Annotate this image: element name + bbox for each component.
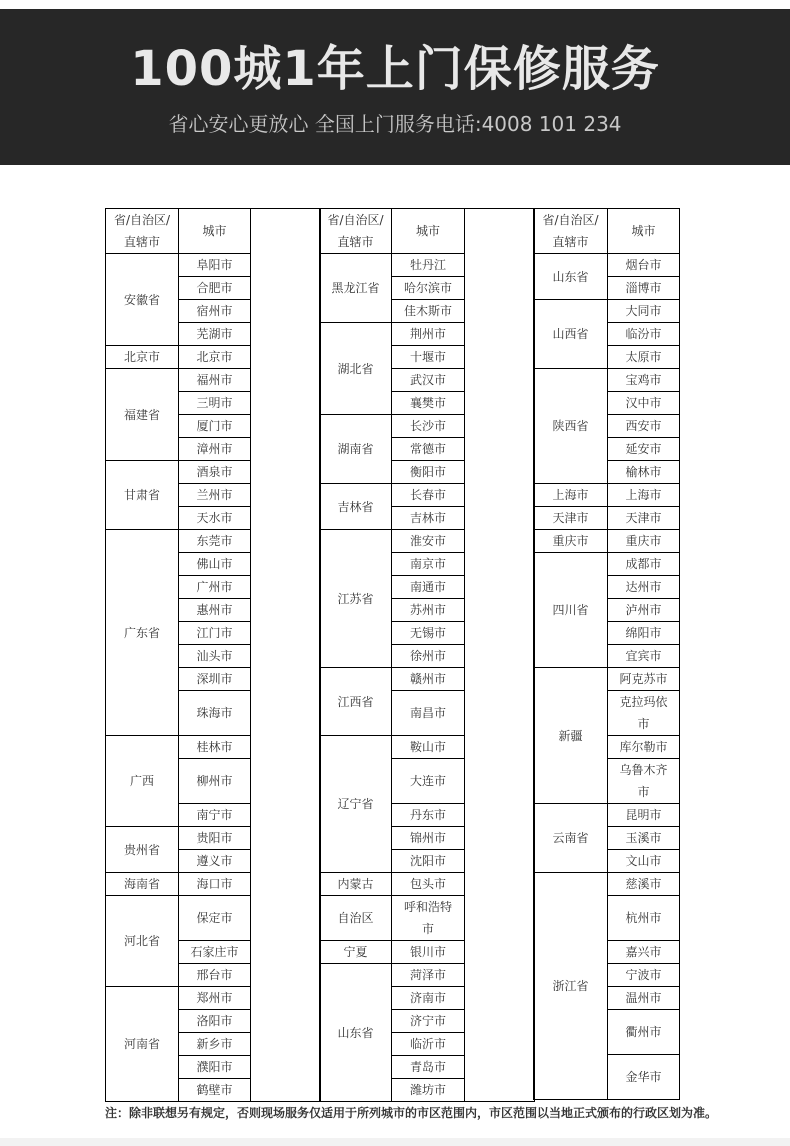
province-cell: 湖北省	[320, 323, 392, 415]
header-city: 城市	[608, 209, 680, 254]
city-cell: 长春市	[392, 484, 465, 507]
province-cell: 山东省	[320, 964, 392, 1102]
province-cell: 北京市	[106, 346, 179, 369]
city-cell: 南京市	[392, 553, 465, 576]
city-table-column-2	[319, 208, 535, 1102]
city-cell: 丹东市	[392, 804, 465, 827]
province-cell: 自治区	[320, 896, 392, 941]
city-cell: 南宁市	[179, 804, 251, 827]
province-cell: 江西省	[320, 668, 392, 736]
city-cell: 济南市	[392, 987, 465, 1010]
province-cell: 浙江省	[534, 873, 608, 1100]
province-cell: 上海市	[534, 484, 608, 507]
province-cell: 云南省	[534, 804, 608, 873]
province-cell: 黑龙江省	[320, 254, 392, 323]
city-cell: 银川市	[392, 941, 465, 964]
city-cell: 金华市	[608, 1055, 680, 1100]
table-row	[534, 300, 680, 323]
city-cell: 徐州市	[392, 645, 465, 668]
city-cell: 玉溪市	[608, 827, 680, 850]
city-cell: 济宁市	[392, 1010, 465, 1033]
city-table-column-1	[105, 208, 321, 1102]
city-cell: 南通市	[392, 576, 465, 599]
city-cell: 上海市	[608, 484, 680, 507]
header-city: 城市	[392, 209, 465, 254]
city-cell: 昆明市	[608, 804, 680, 827]
city-cell: 广州市	[179, 576, 251, 599]
city-cell: 大同市	[608, 300, 680, 323]
city-cell: 南昌市	[392, 691, 465, 736]
province-cell: 甘肃省	[106, 461, 179, 530]
city-cell: 酒泉市	[179, 461, 251, 484]
city-cell: 文山市	[608, 850, 680, 873]
city-cell: 衢州市	[608, 1010, 680, 1055]
city-cell: 兰州市	[179, 484, 251, 507]
city-cell: 西安市	[608, 415, 680, 438]
city-cell: 长沙市	[392, 415, 465, 438]
city-table-column-3	[533, 208, 680, 1100]
city-cell: 吉林市	[392, 507, 465, 530]
city-cell: 福州市	[179, 369, 251, 392]
city-cell: 成都市	[608, 553, 680, 576]
city-cell: 贵阳市	[179, 827, 251, 850]
city-cell: 重庆市	[608, 530, 680, 553]
city-cell: 太原市	[608, 346, 680, 369]
banner-title: 100城1年上门保修服务	[130, 41, 660, 97]
province-cell: 吉林省	[320, 484, 392, 530]
city-cell: 嘉兴市	[608, 941, 680, 964]
table-header-row	[320, 209, 535, 254]
table-row	[534, 484, 680, 507]
header-city: 城市	[179, 209, 251, 254]
city-cell: 宜宾市	[608, 645, 680, 668]
city-cell: 桂林市	[179, 736, 251, 759]
city-cell: 柳州市	[179, 759, 251, 804]
province-cell: 山东省	[534, 254, 608, 300]
city-cell: 淮安市	[392, 530, 465, 553]
city-cell: 厦门市	[179, 415, 251, 438]
city-cell: 阿克苏市	[608, 668, 680, 691]
city-cell: 鞍山市	[392, 736, 465, 759]
province-cell: 四川省	[534, 553, 608, 668]
table-row	[534, 873, 680, 896]
spacer-column	[465, 209, 535, 1102]
city-cell: 保定市	[179, 896, 251, 941]
city-cell: 牡丹江	[392, 254, 465, 277]
city-cell: 绵阳市	[608, 622, 680, 645]
city-cell: 宝鸡市	[608, 369, 680, 392]
city-cell: 深圳市	[179, 668, 251, 691]
city-cell: 汉中市	[608, 392, 680, 415]
city-cell: 延安市	[608, 438, 680, 461]
banner-subtitle: 省心安心更放心 全国上门服务电话:4008 101 234	[168, 112, 622, 136]
province-cell: 内蒙古	[320, 873, 392, 896]
city-cell: 无锡市	[392, 622, 465, 645]
table-row	[534, 804, 680, 827]
province-cell: 湖南省	[320, 415, 392, 484]
spacer-column	[251, 209, 321, 1102]
city-cell: 赣州市	[392, 668, 465, 691]
city-cell: 海口市	[179, 873, 251, 896]
province-cell: 辽宁省	[320, 736, 392, 873]
header-province: 省/自治区/直辖市	[320, 209, 392, 254]
province-cell: 福建省	[106, 369, 179, 461]
table-row	[534, 369, 680, 392]
city-cell: 濮阳市	[179, 1056, 251, 1079]
city-cell: 汕头市	[179, 645, 251, 668]
table-header-row	[534, 209, 680, 254]
city-cell: 哈尔滨市	[392, 277, 465, 300]
city-cell: 泸州市	[608, 599, 680, 622]
city-cell: 佳木斯市	[392, 300, 465, 323]
city-cell: 榆林市	[608, 461, 680, 484]
city-cell: 杭州市	[608, 896, 680, 941]
city-cell: 乌鲁木齐市	[608, 759, 680, 804]
city-cell: 大连市	[392, 759, 465, 804]
city-cell: 遵义市	[179, 850, 251, 873]
city-cell: 东莞市	[179, 530, 251, 553]
city-cell: 克拉玛依市	[608, 691, 680, 736]
city-cell: 合肥市	[179, 277, 251, 300]
table-row	[534, 553, 680, 576]
city-cell: 荆州市	[392, 323, 465, 346]
table-row	[534, 668, 680, 691]
banner	[0, 9, 790, 165]
city-cell: 青岛市	[392, 1056, 465, 1079]
province-cell: 安徽省	[106, 254, 179, 346]
city-cell: 临汾市	[608, 323, 680, 346]
province-cell: 山西省	[534, 300, 608, 369]
city-cell: 石家庄市	[179, 941, 251, 964]
city-cell: 衡阳市	[392, 461, 465, 484]
city-cell: 呼和浩特市	[392, 896, 465, 941]
province-cell: 江苏省	[320, 530, 392, 668]
province-cell: 宁夏	[320, 941, 392, 964]
province-cell: 重庆市	[534, 530, 608, 553]
city-cell: 北京市	[179, 346, 251, 369]
city-cell: 十堰市	[392, 346, 465, 369]
province-cell: 贵州省	[106, 827, 179, 873]
city-cell: 洛阳市	[179, 1010, 251, 1033]
city-cell: 武汉市	[392, 369, 465, 392]
header-province: 省/自治区/直辖市	[534, 209, 608, 254]
footnote: 注：除非联想另有规定，否则现场服务仅适用于所列城市的市区范围内，市区范围以当地正式颁布的行政区划为准。	[105, 1106, 718, 1120]
city-cell: 温州市	[608, 987, 680, 1010]
province-cell: 广西	[106, 736, 179, 827]
city-cell: 沈阳市	[392, 850, 465, 873]
city-cell: 阜阳市	[179, 254, 251, 277]
city-cell: 天水市	[179, 507, 251, 530]
city-cell: 慈溪市	[608, 873, 680, 896]
province-cell: 海南省	[106, 873, 179, 896]
table-row	[534, 530, 680, 553]
city-cell: 襄樊市	[392, 392, 465, 415]
province-cell: 新疆	[534, 668, 608, 804]
city-cell: 三明市	[179, 392, 251, 415]
city-cell: 芜湖市	[179, 323, 251, 346]
city-cell: 宿州市	[179, 300, 251, 323]
city-cell: 鹤壁市	[179, 1079, 251, 1102]
city-cell: 新乡市	[179, 1033, 251, 1056]
city-cell: 库尔勒市	[608, 736, 680, 759]
city-cell: 天津市	[608, 507, 680, 530]
city-cell: 菏泽市	[392, 964, 465, 987]
table-row	[534, 254, 680, 277]
province-cell: 广东省	[106, 530, 179, 736]
province-cell: 天津市	[534, 507, 608, 530]
table-header-row	[106, 209, 321, 254]
city-cell: 宁波市	[608, 964, 680, 987]
city-cell: 漳州市	[179, 438, 251, 461]
city-cell: 潍坊市	[392, 1079, 465, 1102]
city-cell: 江门市	[179, 622, 251, 645]
header-province: 省/自治区/直辖市	[106, 209, 179, 254]
city-cell: 锦州市	[392, 827, 465, 850]
city-cell: 珠海市	[179, 691, 251, 736]
city-cell: 淄博市	[608, 277, 680, 300]
city-cell: 包头市	[392, 873, 465, 896]
city-cell: 常德市	[392, 438, 465, 461]
city-cell: 佛山市	[179, 553, 251, 576]
table-row	[534, 507, 680, 530]
city-cell: 临沂市	[392, 1033, 465, 1056]
province-cell: 河南省	[106, 987, 179, 1102]
city-cell: 苏州市	[392, 599, 465, 622]
city-cell: 邢台市	[179, 964, 251, 987]
city-cell: 郑州市	[179, 987, 251, 1010]
province-cell: 陕西省	[534, 369, 608, 484]
bottom-divider	[0, 1138, 790, 1146]
city-cell: 达州市	[608, 576, 680, 599]
city-cell: 烟台市	[608, 254, 680, 277]
city-cell: 惠州市	[179, 599, 251, 622]
province-cell: 河北省	[106, 896, 179, 987]
